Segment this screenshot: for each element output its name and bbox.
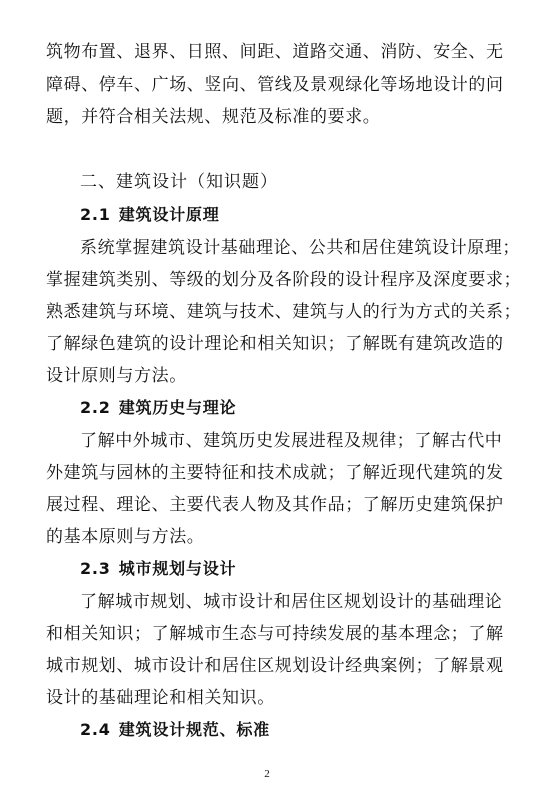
paragraph-line: 系统掌握建筑设计基础理论、公共和居住建筑设计原理； bbox=[80, 238, 520, 258]
heading-number: 2.1 bbox=[80, 205, 111, 224]
paragraph-line: 了解城市规划、城市设计和居住区规划设计的基础理论 bbox=[80, 592, 503, 612]
paragraph-line: 了解绿色建筑的设计理论和相关知识；了解既有建筑改造的 bbox=[46, 334, 504, 354]
heading-title: 建筑历史与理论 bbox=[118, 398, 237, 417]
section-heading-2-3 bbox=[80, 559, 492, 579]
paragraph-line: 城市规划、城市设计和居住区规划设计经典案例；了解景观 bbox=[46, 656, 504, 676]
intro-line: 题，并符合相关法规、规范及标准的要求。 bbox=[46, 107, 381, 127]
paragraph-line: 设计的基础理论和相关知识。 bbox=[46, 688, 275, 708]
heading-number: 2.4 bbox=[80, 720, 111, 739]
section-heading-2-2 bbox=[80, 398, 492, 418]
section-title: 二、建筑设计（知识题） bbox=[80, 172, 278, 192]
paragraph-line: 展过程、理论、主要代表人物及其作品；了解历史建筑保护 bbox=[46, 495, 504, 515]
intro-line: 筑物布置、退界、日照、间距、道路交通、消防、安全、无 bbox=[46, 42, 504, 62]
heading-number: 2.2 bbox=[80, 398, 111, 417]
paragraph-line: 掌握建筑类别、等级的划分及各阶段的设计程序及深度要求； bbox=[46, 270, 522, 290]
section-heading-2-4 bbox=[80, 720, 492, 740]
heading-title: 城市规划与设计 bbox=[118, 559, 237, 578]
paragraph-line: 和相关知识；了解城市生态与可持续发展的基本理念；了解 bbox=[46, 624, 504, 644]
heading-number: 2.3 bbox=[80, 559, 111, 578]
paragraph-line: 外建筑与园林的主要特征和技术成就；了解近现代建筑的发 bbox=[46, 463, 504, 483]
page-number: 2 bbox=[264, 768, 270, 780]
paragraph-line: 熟悉建筑与环境、建筑与技术、建筑与人的行为方式的关系； bbox=[46, 302, 522, 322]
heading-title: 建筑设计原理 bbox=[118, 205, 220, 224]
paragraph-line: 的基本原则与方法。 bbox=[46, 527, 205, 547]
heading-title: 建筑设计规范、标准 bbox=[118, 720, 270, 739]
paragraph-line: 了解中外城市、建筑历史发展进程及规律；了解古代中 bbox=[80, 431, 503, 451]
section-heading-2-1 bbox=[80, 205, 492, 225]
paragraph-line: 设计原则与方法。 bbox=[46, 366, 187, 386]
intro-line: 障碍、停车、广场、竖向、管线及景观绿化等场地设计的问 bbox=[46, 75, 504, 95]
